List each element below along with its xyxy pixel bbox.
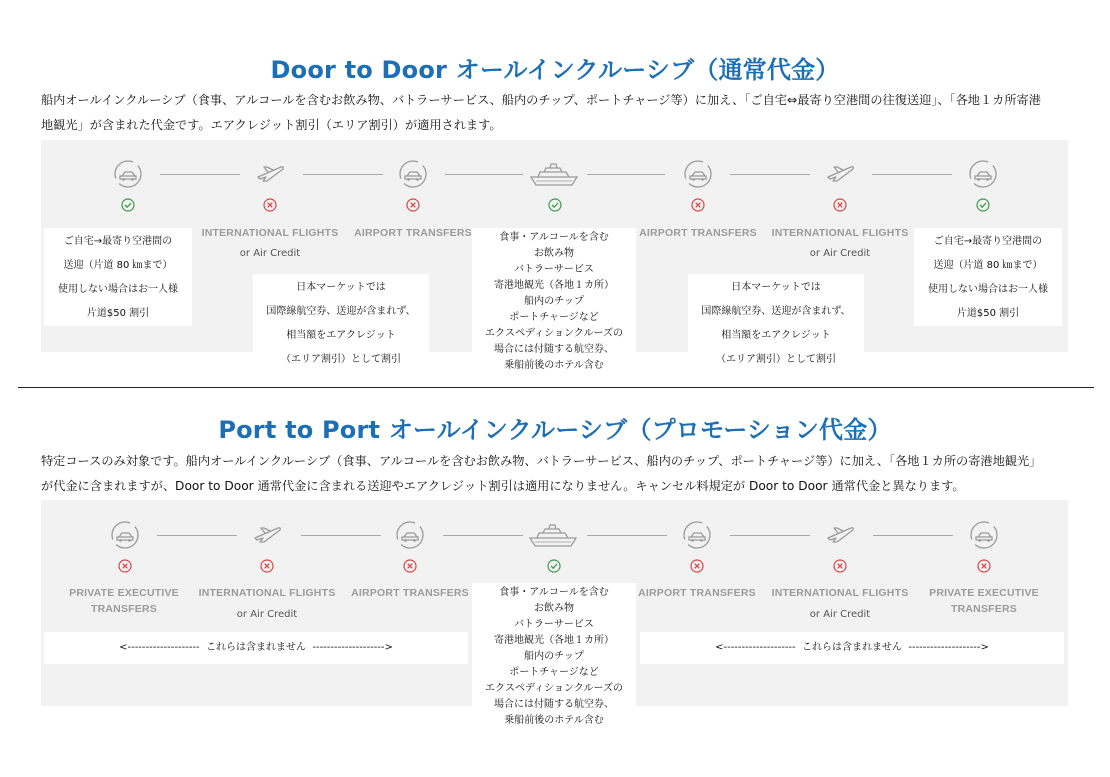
- air-credit-note: 日本マーケットでは 国際線航空券、送迎が含まれず、 相当額をエアクレジット （エリア割引）として割引: [253, 274, 429, 372]
- car-transfer-icon: [108, 518, 142, 552]
- connector-line: [160, 174, 240, 175]
- step-sub-air-credit: or Air Credit: [809, 248, 871, 259]
- port-to-port-description: 特定コースのみ対象です。船内オールインクルーシブ（食事、アルコールを含むお飲み物、バトラーサービス、船内のチップ、ポートチャージ等）に加え、「各地１カ所の寄港地観光」 が代金に含まれますが、Door to Door 通常代金に含まれる送迎やエアクレジット割引は適用になりません。キャンセル料規定が Door to Door 通常代金と異なります。: [41, 454, 1042, 493]
- onboard-inclusions-note: 食事・アルコールを含む お飲み物 バトラーサービス 寄港地観光（各地１カ所） 船内のチップ ポートチャージなど エクスペディションクルーズの 場合には付随する航空券、 乗船前後のホテル含む: [472, 583, 636, 733]
- step-label-airport-transfers: AIRPORT TRANSFERS: [638, 587, 756, 599]
- step-sub-air-credit: or Air Credit: [809, 609, 871, 620]
- included-check-icon: [548, 198, 562, 212]
- connector-line: [303, 174, 383, 175]
- included-check-icon: [976, 198, 990, 212]
- car-transfer-icon: [393, 518, 427, 552]
- door-to-door-description: 船内オールインクルーシブ（食事、アルコールを含むお飲み物、バトラーサービス、船内のチップ、ポートチャージ等）に加え、「ご自宅⇔最寄り空港間の往復送迎」、「各地１カ所寄港 地観光」が含まれた代金です。エアクレジット割引（エリア割引）が適用されます。: [41, 93, 1041, 132]
- included-check-icon: [547, 559, 561, 573]
- not-included-note: <-------------------- これらは含まれません -------------------->: [44, 632, 468, 664]
- connector-line: [445, 174, 523, 175]
- connector-line: [301, 535, 381, 536]
- step-sub-air-credit: or Air Credit: [236, 609, 298, 620]
- step-label-international-flights: INTERNATIONAL FLIGHTS: [771, 587, 909, 599]
- onboard-inclusions-note: 食事・アルコールを含む お飲み物 バトラーサービス 寄港地観光（各地１カ所） 船内のチップ ポートチャージなど エクスペディションクルーズの 場合には付随する航空券、 乗船前後のホテル含む: [472, 228, 636, 378]
- airplane-icon: [823, 157, 857, 191]
- airplane-icon: [253, 157, 287, 191]
- excluded-x-icon: [691, 198, 705, 212]
- step-label-international-flights: INTERNATIONAL FLIGHTS: [771, 227, 909, 239]
- connector-line: [587, 535, 667, 536]
- car-transfer-icon: [111, 157, 145, 191]
- car-transfer-icon: [680, 518, 714, 552]
- car-transfer-icon: [396, 157, 430, 191]
- excluded-x-icon: [263, 198, 277, 212]
- connector-line: [873, 535, 953, 536]
- included-check-icon: [121, 198, 135, 212]
- step-label-airport-transfers: AIRPORT TRANSFERS: [354, 227, 472, 239]
- connector-line: [587, 174, 665, 175]
- section-divider: [18, 387, 1094, 388]
- cruise-ship-icon: [527, 518, 579, 552]
- home-transfer-note: ご自宅→最寄り空港間の 送迎（片道 80 ㎞まで） 使用しない場合はお一人様 片道$50 割引: [914, 228, 1062, 326]
- connector-line: [730, 535, 810, 536]
- connector-line: [157, 535, 237, 536]
- home-transfer-note: ご自宅→最寄り空港間の 送迎（片道 80 ㎞まで） 使用しない場合はお一人様 片道$50 割引: [44, 228, 192, 326]
- door-to-door-title: Door to Door オールインクルーシブ（通常代金）: [270, 56, 840, 84]
- connector-line: [730, 174, 810, 175]
- air-credit-note: 日本マーケットでは 国際線航空券、送迎が含まれず、 相当額をエアクレジット （エリア割引）として割引: [688, 274, 864, 372]
- not-included-note: <-------------------- これらは含まれません -------------------->: [640, 632, 1064, 664]
- step-label-international-flights: INTERNATIONAL FLIGHTS: [198, 587, 336, 599]
- excluded-x-icon: [690, 559, 704, 573]
- excluded-x-icon: [977, 559, 991, 573]
- excluded-x-icon: [833, 198, 847, 212]
- car-transfer-icon: [681, 157, 715, 191]
- step-sub-air-credit: or Air Credit: [239, 248, 301, 259]
- step-label-private-executive-transfers: PRIVATE EXECUTIVE TRANSFERS: [929, 587, 1039, 615]
- excluded-x-icon: [118, 559, 132, 573]
- step-label-airport-transfers: AIRPORT TRANSFERS: [639, 227, 757, 239]
- excluded-x-icon: [833, 559, 847, 573]
- connector-line: [443, 535, 523, 536]
- excluded-x-icon: [403, 559, 417, 573]
- step-label-private-executive-transfers: PRIVATE EXECUTIVE TRANSFERS: [69, 587, 179, 615]
- step-label-international-flights: INTERNATIONAL FLIGHTS: [201, 227, 339, 239]
- excluded-x-icon: [260, 559, 274, 573]
- car-transfer-icon: [967, 518, 1001, 552]
- connector-line: [872, 174, 952, 175]
- airplane-icon: [823, 518, 857, 552]
- car-transfer-icon: [966, 157, 1000, 191]
- airplane-icon: [250, 518, 284, 552]
- cruise-ship-icon: [528, 157, 580, 191]
- port-to-port-title: Port to Port オールインクルーシブ（プロモーション代金）: [218, 416, 892, 444]
- step-label-airport-transfers: AIRPORT TRANSFERS: [351, 587, 469, 599]
- excluded-x-icon: [406, 198, 420, 212]
